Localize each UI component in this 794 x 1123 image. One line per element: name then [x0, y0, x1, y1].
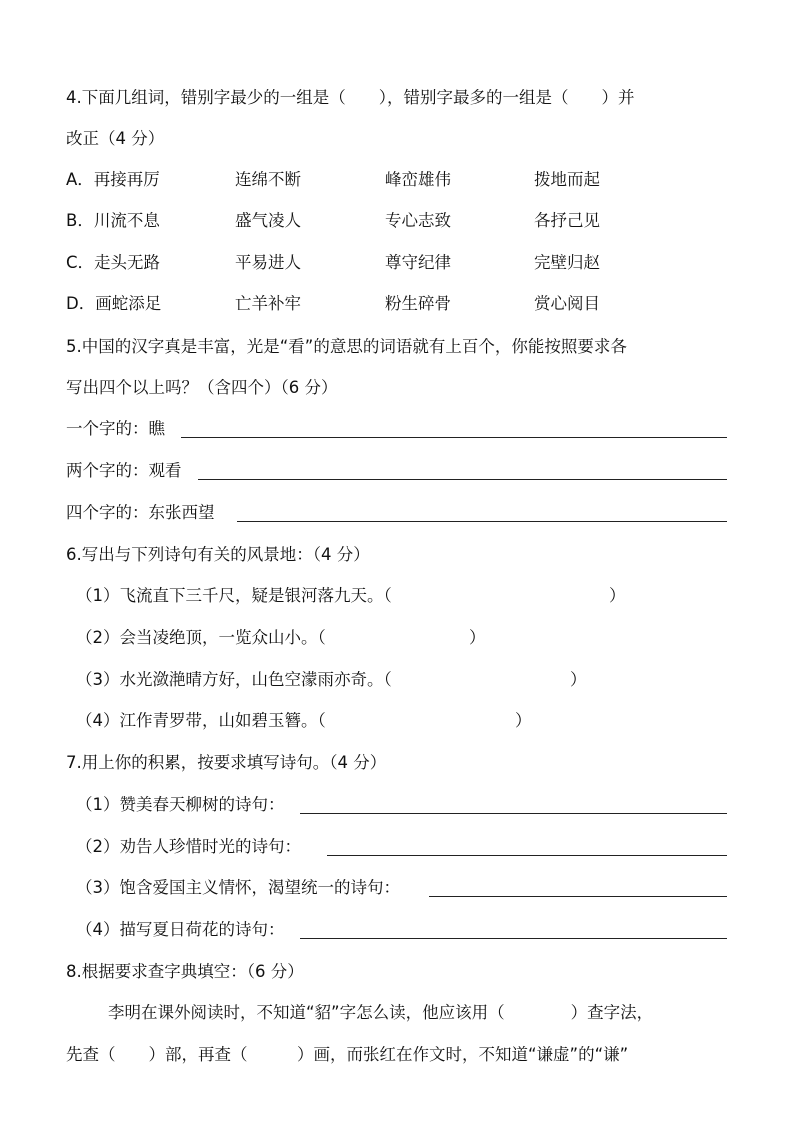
option-b-word-2: 盛气凌人 [235, 211, 301, 230]
option-c-word-4: 完壁归赵 [534, 253, 600, 272]
option-d-word-3: 粉生碎骨 [385, 294, 451, 313]
q8-title: 8.根据要求查字典填空：（6 分） [66, 962, 304, 981]
option-b-word-3: 专心志致 [385, 211, 451, 230]
q7-item-3: （3）饱含爱国主义情怀，渴望统一的诗句： [76, 878, 400, 897]
answer-line-q7-2[interactable] [327, 855, 727, 856]
answer-line-two-char[interactable] [198, 479, 727, 480]
q8-paragraph-line1: 李明在课外阅读时，不知道“貂”字怎么读，他应该用（ ）查字法， [108, 1003, 654, 1022]
q5-line2: 写出四个以上吗？（含四个）（6 分） [66, 378, 338, 397]
option-d-word-4: 赏心阅目 [534, 294, 600, 313]
option-c-word-3: 尊守纪律 [385, 253, 451, 272]
q6-item-3: （3）水光潋滟晴方好，山色空濛雨亦奇。（ [76, 670, 392, 689]
option-a-word-2: 连绵不断 [235, 170, 301, 189]
q6-item-4-close: ） [515, 711, 532, 730]
option-b-word-1: B．川流不息 [66, 211, 160, 230]
option-a-word-3: 峰峦雄伟 [385, 170, 451, 189]
answer-line-q7-4[interactable] [300, 938, 727, 939]
q7-title: 7.用上你的积累，按要求填写诗句。（4 分） [66, 753, 387, 772]
q5-line1: 5.中国的汉字真是丰富，光是“看”的意思的词语就有上百个，你能按照要求各 [66, 337, 627, 356]
q6-item-2: （2）会当凌绝顶，一览众山小。（ [76, 628, 326, 647]
option-a-word-4: 拨地而起 [534, 170, 600, 189]
option-d-word-1: D．画蛇添足 [66, 294, 162, 313]
answer-line-q7-3[interactable] [429, 896, 727, 897]
answer-line-four-char[interactable] [237, 521, 727, 522]
option-c-word-2: 平易进人 [235, 253, 301, 272]
q5-prompt-one-char: 一个字的：瞧 [66, 419, 165, 438]
answer-line-q7-1[interactable] [300, 813, 727, 814]
answer-line-one-char[interactable] [181, 437, 727, 438]
q6-item-4: （4）江作青罗带，山如碧玉簪。（ [76, 711, 326, 730]
q6-item-2-close: ） [469, 628, 486, 647]
q6-item-3-close: ） [570, 670, 587, 689]
q4-line2: 改正（4 分） [66, 129, 165, 148]
option-b-word-4: 各抒己见 [534, 211, 600, 230]
q8-paragraph-line2: 先查（ ）部，再查（ ）画，而张红在作文时，不知道“谦虚”的“谦” [66, 1045, 629, 1064]
q6-title: 6.写出与下列诗句有关的风景地：（4 分） [66, 545, 370, 564]
q4-line1: 4.下面几组词，错别字最少的一组是（ ），错别字最多的一组是（ ）并 [66, 88, 635, 107]
q7-item-2: （2）劝告人珍惜时光的诗句： [76, 837, 301, 856]
q5-prompt-four-char: 四个字的：东张西望 [66, 503, 215, 522]
option-a-word-1: A．再接再厉 [66, 170, 160, 189]
q6-item-1: （1）飞流直下三千尺，疑是银河落九天。（ [76, 586, 392, 605]
q6-item-1-close: ） [609, 586, 626, 605]
q5-prompt-two-char: 两个字的：观看 [66, 461, 182, 480]
option-d-word-2: 亡羊补牢 [235, 294, 301, 313]
q7-item-1: （1）赞美春天柳树的诗句： [76, 795, 285, 814]
q7-item-4: （4）描写夏日荷花的诗句： [76, 920, 285, 939]
option-c-word-1: C．走头无路 [66, 253, 161, 272]
